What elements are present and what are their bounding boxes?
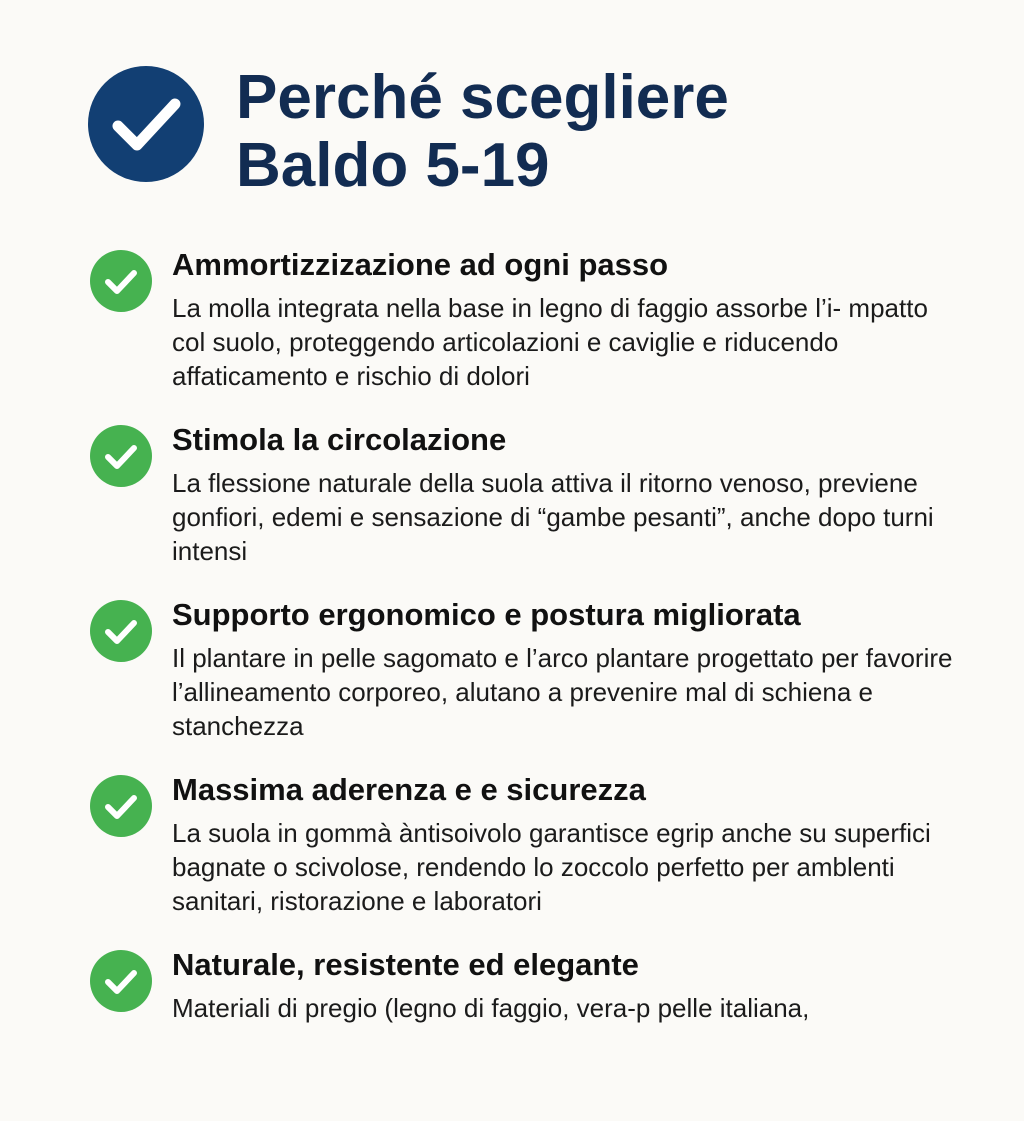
feature-item <box>88 771 978 946</box>
check-circle-icon <box>90 250 152 312</box>
check-circle-icon <box>90 600 152 662</box>
feature-item <box>88 421 978 596</box>
page-title-line-2: Baldo 5-19 <box>236 131 550 200</box>
feature-title: Naturale, resistente ed elegante <box>172 947 639 982</box>
check-circle-icon <box>88 66 204 182</box>
feature-title: Ammortizzizazione ad ogni passo <box>172 247 669 282</box>
feature-description: La flessione naturale della suola attiva il ritorno venoso, previene gonfiori, edemi e sensazione di “gambe pesanti”, anche dopo turni intensi <box>172 468 934 566</box>
check-circle-icon <box>90 950 152 1012</box>
check-circle-icon <box>90 425 152 487</box>
feature-title: Supporto ergonomico e postura migliorata <box>172 597 801 632</box>
feature-description: La molla integrata nella base in legno di faggio assorbe l’i- mpatto col suolo, proteggendo articolazioni e caviglie e riducendo affaticamento e rischio di dolori <box>172 293 928 391</box>
feature-description: Materiali di pregio (legno di faggio, vera-p pelle italiana, <box>172 993 810 1023</box>
page-title <box>236 64 956 200</box>
check-circle-icon <box>90 775 152 837</box>
feature-item <box>88 596 978 771</box>
header <box>88 62 988 212</box>
feature-item <box>88 946 978 1121</box>
feature-title: Stimola la circolazione <box>172 422 507 457</box>
feature-description: Il plantare in pelle sagomato e l’arco plantare progettato per favorire l’allineamento corporeo, alutano a prevenire mal di schiena e stanchezza <box>172 643 953 741</box>
feature-item <box>88 246 978 421</box>
feature-list <box>88 246 978 1121</box>
feature-title: Massima aderenza e e sicurezza <box>172 772 646 807</box>
page-title-line-1: Perché scegliere <box>236 63 729 132</box>
feature-description: La suola in gommà àntisoivolo garantisce egrip anche su superfici bagnate o scivolose, rendendo lo zoccolo perfetto per amblenti sanitari, ristorazione e laboratori <box>172 818 931 916</box>
